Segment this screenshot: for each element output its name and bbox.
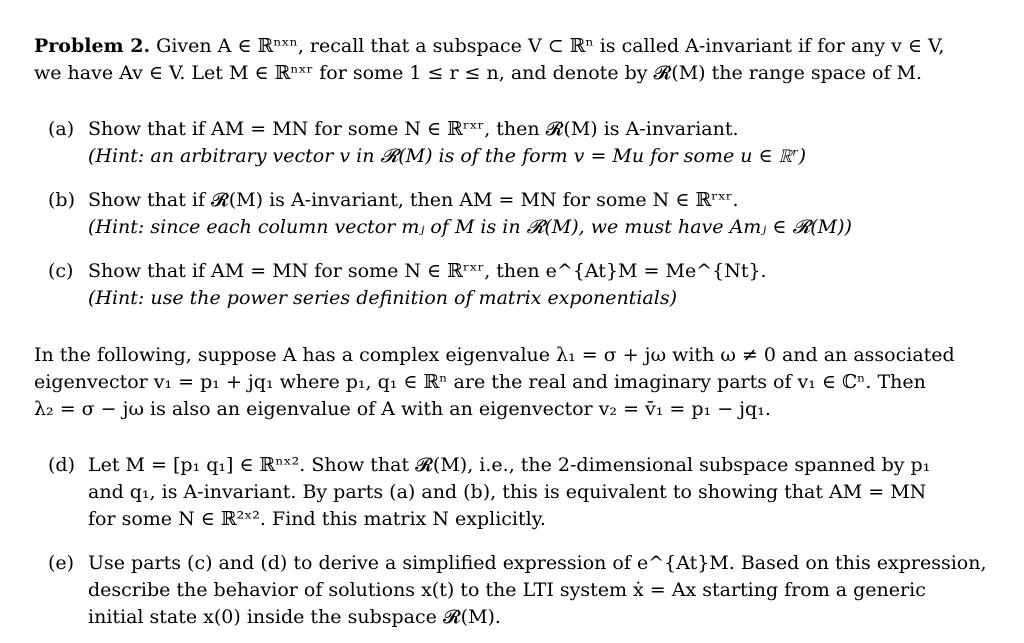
part-c-text: Show that if AM = MN for some N ∈ ℝʳˣʳ, then e^{At}M = Me^{Nt}. — [88, 260, 767, 282]
intro-line-1-text: Given A ∈ ℝⁿˣⁿ, recall that a subspace V ⊂ ℝⁿ is called A-invariant if for any v ∈ V, — [156, 35, 945, 57]
part-e-line-1: Use parts (c) and (d) to derive a simplified expression of e^{At}M. Based on this expression, — [88, 552, 987, 574]
problem-heading: Problem 2. — [34, 35, 151, 57]
part-b-label: (b) — [48, 189, 75, 211]
eigen-line-2: eigenvector v₁ = p₁ + jq₁ where p₁, q₁ ∈ ℝⁿ are the real and imaginary parts of v₁ ∈ ℂⁿ. Then — [34, 371, 926, 393]
intro-line-1 — [34, 33, 968, 60]
eigen-line-1: In the following, suppose A has a complex eigenvalue λ₁ = σ + jω with ω ≠ 0 and an associated — [34, 344, 955, 366]
part-c-label: (c) — [48, 260, 74, 282]
part-c — [48, 258, 968, 312]
part-a-text: Show that if AM = MN for some N ∈ ℝʳˣʳ, then 𝓡(M) is A-invariant. — [88, 118, 739, 140]
part-d-label: (d) — [48, 454, 75, 476]
part-a — [48, 116, 968, 170]
eigen-line-3: λ₂ = σ − jω is also an eigenvalue of A with an eigenvector v₂ = v̄₁ = p₁ − jq₁. — [34, 398, 771, 420]
part-c-hint: (Hint: use the power series definition of matrix exponentials) — [88, 287, 677, 309]
part-e-line-3: initial state x(0) inside the subspace 𝓡(M). — [88, 606, 501, 628]
part-a-hint: (Hint: an arbitrary vector v in 𝓡(M) is of the form v = Mu for some u ∈ ℝʳ) — [88, 145, 807, 167]
problem-intro — [34, 33, 968, 87]
part-e-line-2: describe the behavior of solutions x(t) to the LTI system ẋ = Ax starting from a generic — [88, 579, 926, 601]
part-e-label: (e) — [48, 552, 75, 574]
part-e — [48, 550, 987, 631]
part-b — [48, 187, 968, 241]
part-b-hint: (Hint: since each column vector mⱼ of M is in 𝓡(M), we must have Amⱼ ∈ 𝓡(M)) — [88, 216, 852, 238]
intro-line-2: we have Av ∈ V. Let M ∈ ℝⁿˣʳ for some 1 ≤ r ≤ n, and denote by 𝓡(M) the range space of M. — [34, 62, 923, 84]
part-d-line-2: and q₁, is A-invariant. By parts (a) and (b), this is equivalent to showing that AM = MN — [88, 481, 927, 503]
part-b-text: Show that if 𝓡(M) is A-invariant, then AM = MN for some N ∈ ℝʳˣʳ. — [88, 189, 739, 211]
part-a-label: (a) — [48, 118, 75, 140]
part-d-line-3: for some N ∈ ℝ²ˣ². Find this matrix N explicitly. — [88, 508, 546, 530]
part-d-line-1: Let M = [p₁ q₁] ∈ ℝⁿˣ². Show that 𝓡(M), i.e., the 2-dimensional subspace spanned by p₁ — [88, 454, 931, 476]
part-d — [48, 452, 968, 533]
eigen-setup-paragraph — [34, 342, 968, 423]
